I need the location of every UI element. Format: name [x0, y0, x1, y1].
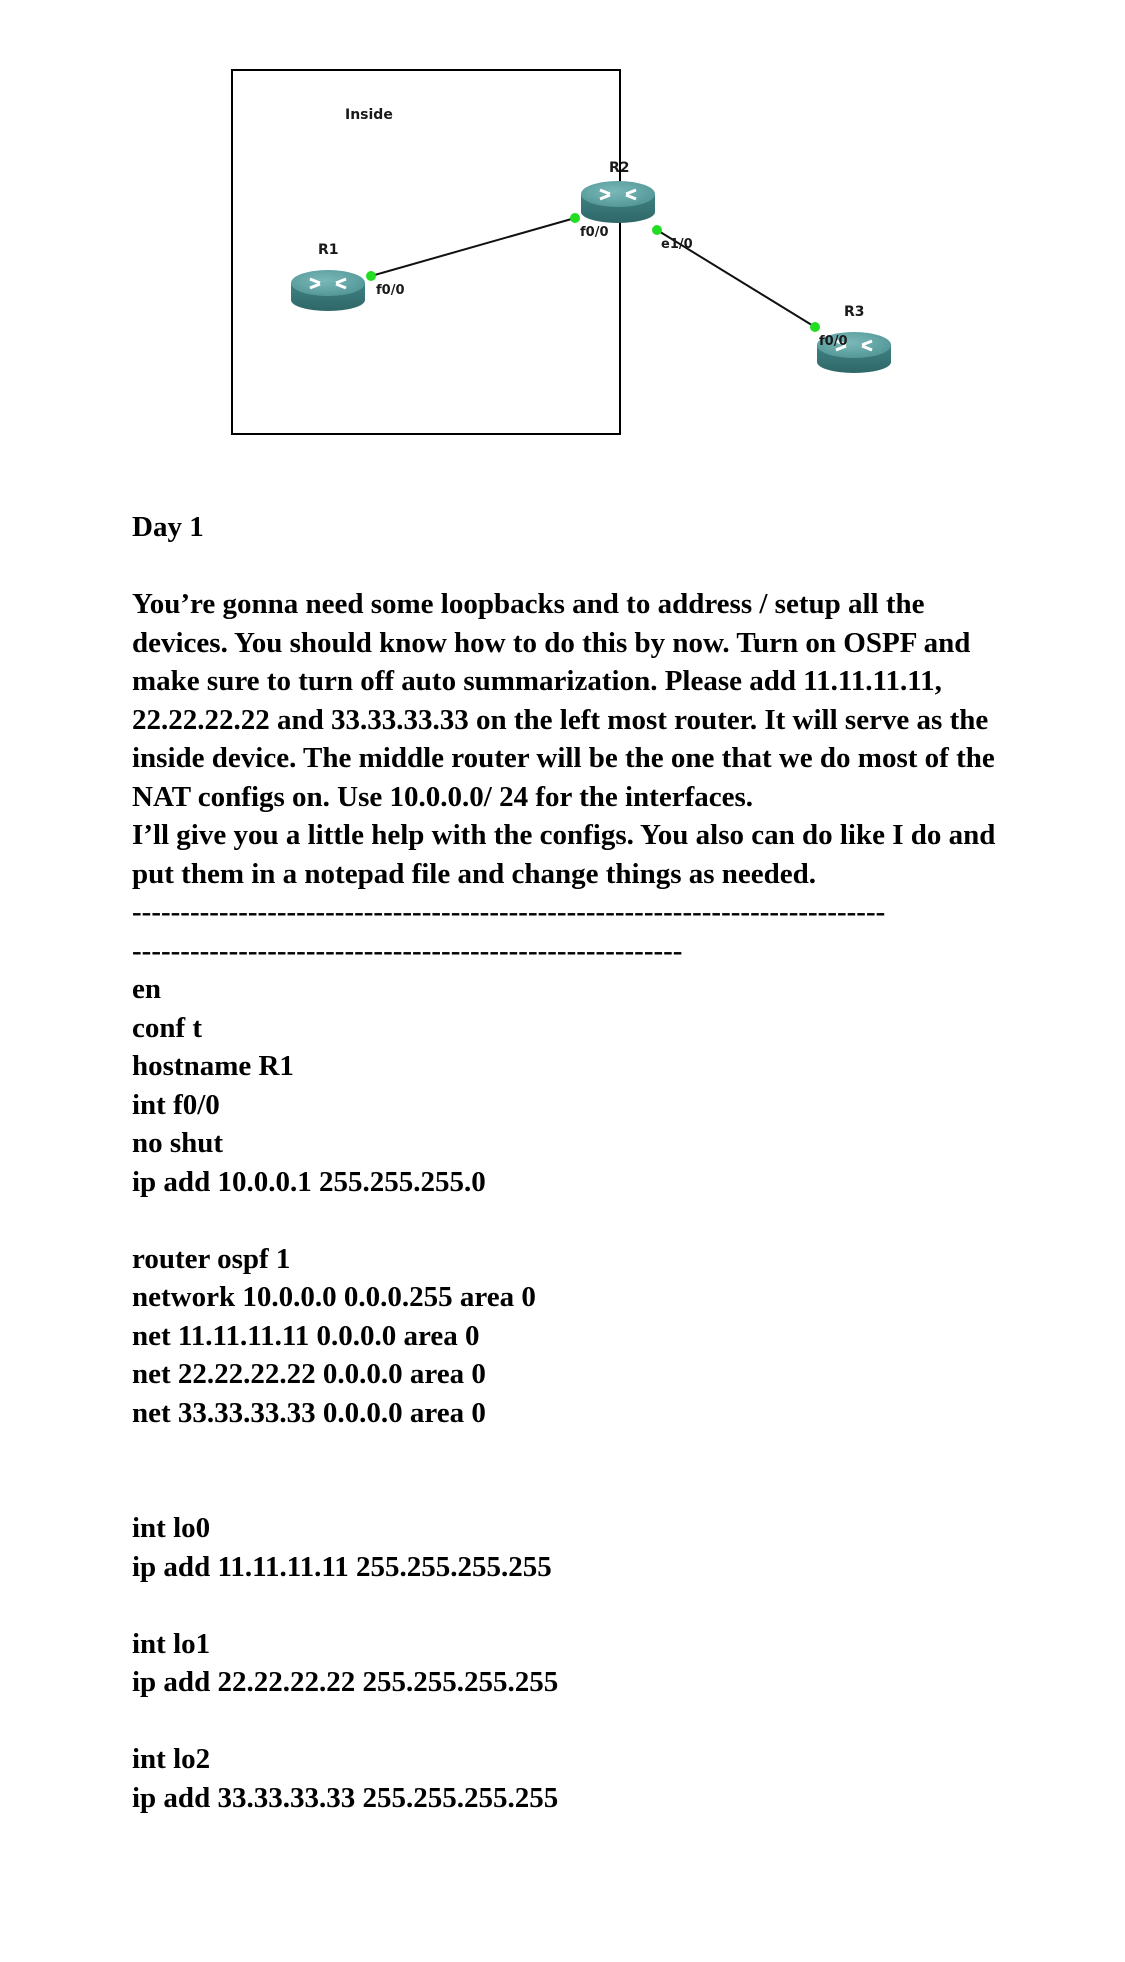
separator-line: ------------------------------------------------------------------------------ [132, 896, 886, 928]
port-dot-r2-e1-0[interactable] [652, 225, 662, 235]
config-line: net 33.33.33.33 0.0.0.0 area 0 [132, 1396, 486, 1429]
port-label-r2-e1-0: e1/0 [661, 237, 693, 252]
router-r3-label: R3 [844, 304, 865, 320]
inside-zone-label: Inside [345, 107, 393, 123]
port-dot-r3-f0-0[interactable] [810, 322, 820, 332]
intro-paragraph: You’re gonna need some loopbacks and to address / setup all the devices. You should know how to do this by now. Turn on OSPF and make sure to turn off auto summarization. Please add 11.11.11.11, 22.22.22.22 and 33.33.33.33 on the left most router. It will serve as the inside device. The middle router will be the one that we do most of the NAT configs on. Use 10.0.0.0/ 24 for the interfaces. [132, 588, 995, 813]
config-lo0-block [132, 1509, 1012, 1586]
config-lo2-block [132, 1740, 1012, 1817]
config-line: ip add 11.11.11.11 255.255.255.255 [132, 1550, 552, 1583]
router-r1-label: R1 [318, 242, 339, 258]
config-line: conf t [132, 1011, 203, 1044]
config-line: net 22.22.22.22 0.0.0.0 area 0 [132, 1358, 486, 1390]
router-r1[interactable] [291, 270, 365, 311]
link-r1-r2 [371, 218, 575, 276]
config-line: int f0/0 [132, 1088, 220, 1121]
router-r2[interactable] [581, 181, 655, 223]
config-line: int lo1 [132, 1627, 211, 1660]
separator-line: --------------------------------------------------------- [132, 934, 683, 967]
config-line: ip add 33.33.33.33 255.255.255.255 [132, 1781, 559, 1814]
config-lo1-block [132, 1625, 1012, 1702]
config-ospf-block [132, 1240, 1012, 1433]
config-line: int lo0 [132, 1512, 211, 1544]
router-icon-top [291, 270, 365, 296]
config-line: net 11.11.11.11 0.0.0.0 area 0 [132, 1319, 480, 1352]
router-icon-top [581, 181, 655, 207]
config-basic-block [132, 970, 1012, 1201]
config-line: ip add 10.0.0.1 255.255.255.0 [132, 1165, 486, 1198]
network-topology-diagram [0, 0, 1125, 460]
config-line: int lo2 [132, 1743, 211, 1775]
config-line: router ospf 1 [132, 1242, 291, 1275]
config-line: ip add 22.22.22.22 255.255.255.255 [132, 1666, 559, 1698]
inside-zone-box [232, 70, 620, 434]
config-line: en [132, 973, 161, 1005]
port-dot-r2-f0-0[interactable] [570, 213, 580, 223]
help-paragraph: I’ll give you a little help with the configs. You also can do like I do and put them in a notepad file and change things as needed. [132, 819, 996, 890]
config-line: hostname R1 [132, 1050, 294, 1082]
day-heading: Day 1 [132, 511, 204, 543]
port-label-r2-f0-0: f0/0 [580, 225, 609, 240]
router-r2-label: R2 [609, 160, 630, 176]
port-label-r3-f0-0: f0/0 [819, 334, 848, 349]
config-line: network 10.0.0.0 0.0.0.255 area 0 [132, 1281, 536, 1313]
port-dot-r1-f0-0[interactable] [366, 271, 376, 281]
document-body [132, 508, 1012, 1817]
config-line: no shut [132, 1127, 224, 1159]
port-label-r1-f0-0: f0/0 [376, 283, 405, 298]
